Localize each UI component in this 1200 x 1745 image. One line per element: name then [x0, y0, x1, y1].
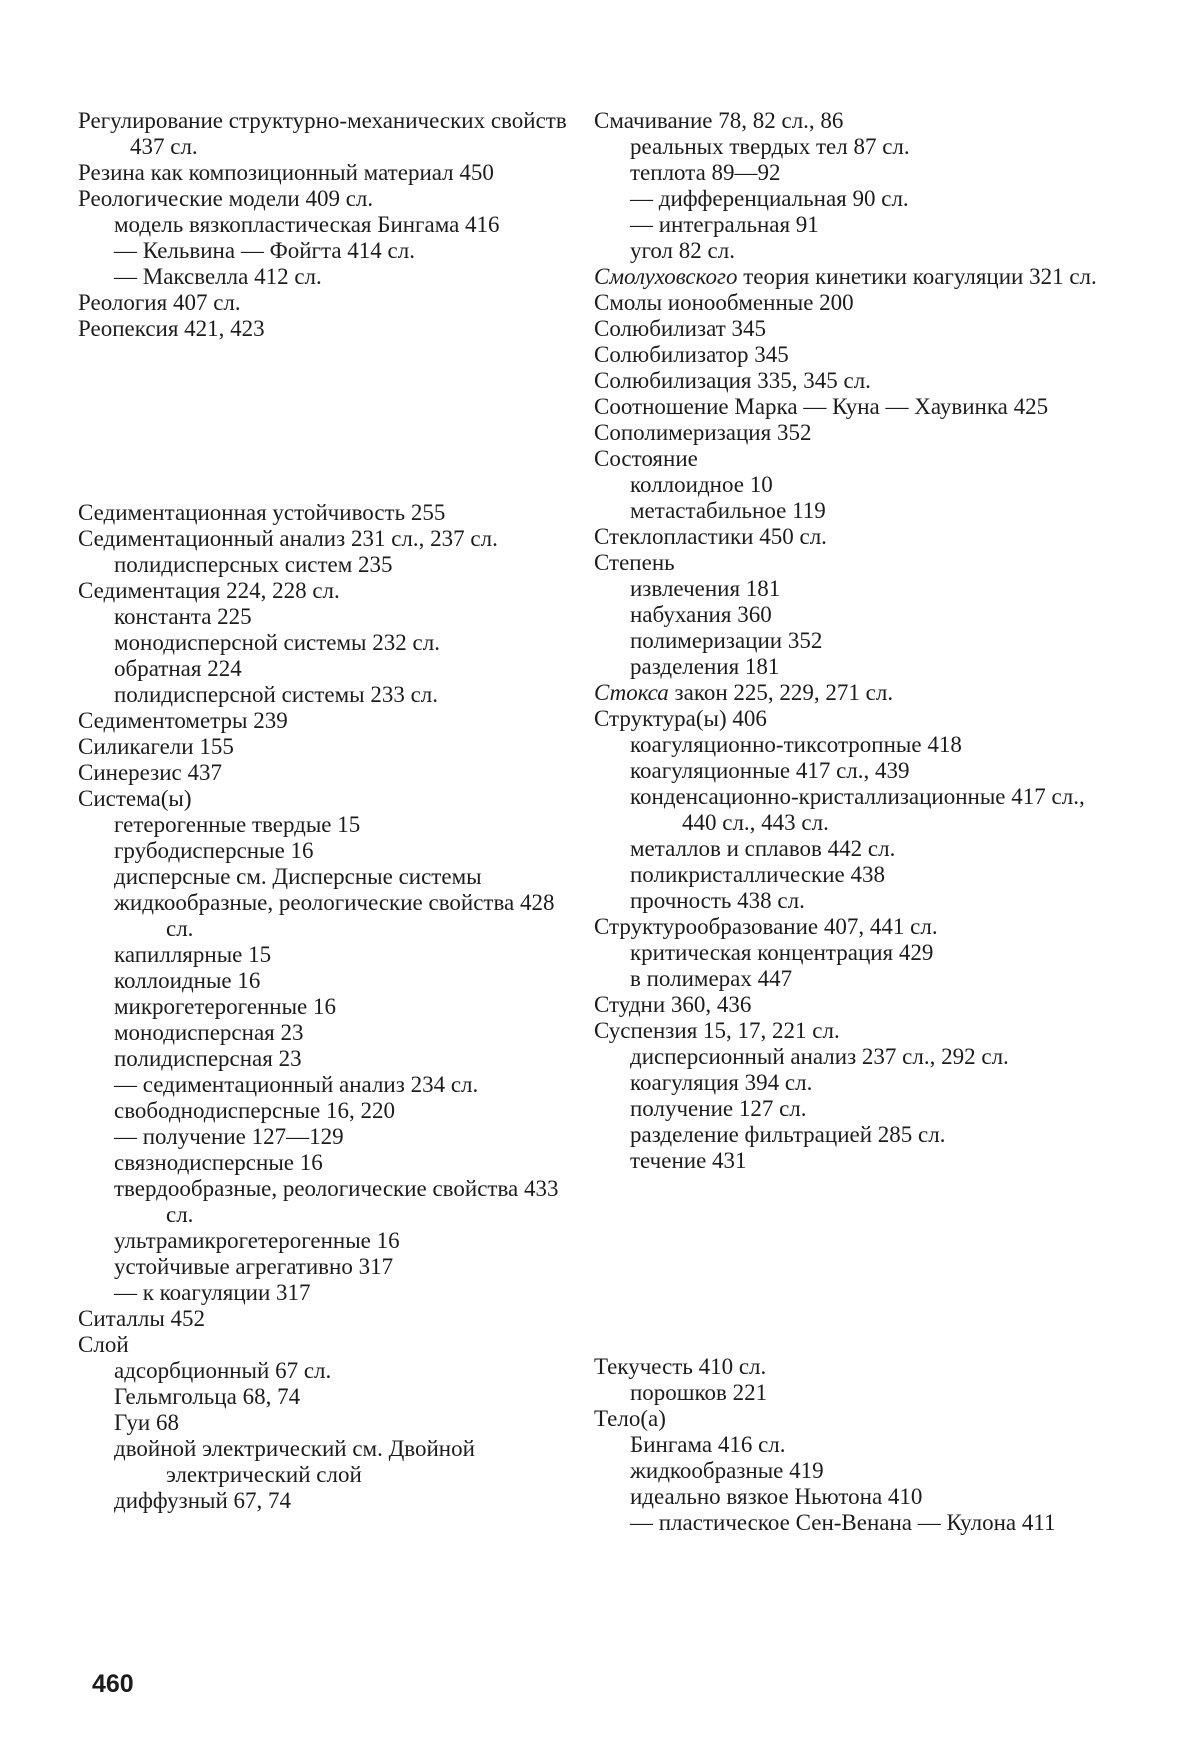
entry-text: метастабильное 119 [630, 498, 826, 523]
index-entry [594, 394, 1124, 420]
index-entry [594, 446, 1124, 472]
entry-text: Реопексия 421, 423 [78, 316, 265, 341]
index-subentry [594, 576, 1124, 602]
entry-text: полидисперсных систем 235 [114, 552, 393, 577]
entry-text: Седиментация 224, 228 сл. [78, 578, 340, 603]
entry-text: диффузный 67, 74 [114, 1488, 292, 1513]
entry-text: Седиментометры 239 [78, 708, 288, 733]
index-subentry [594, 940, 1124, 966]
index-subentry [594, 1510, 1124, 1536]
index-subentry [78, 1358, 578, 1384]
index-column-left [78, 108, 578, 1514]
index-entry [594, 368, 1124, 394]
index-entry [78, 708, 578, 734]
entry-text: Ситаллы 452 [78, 1306, 206, 1331]
index-subentry [78, 1488, 578, 1514]
entry-text: дисперсные см. Дисперсные системы [114, 864, 482, 889]
index-subentry [594, 1070, 1124, 1096]
index-entry [78, 500, 578, 526]
entry-text: обратная 224 [114, 656, 242, 681]
index-subentry [594, 134, 1124, 160]
index-subentry [594, 628, 1124, 654]
entry-text: Смачивание 78, 82 сл., 86 [594, 108, 844, 133]
entry-text: коагуляция 394 сл. [630, 1070, 813, 1095]
entry-text: связнодисперсные 16 [114, 1150, 323, 1175]
index-subentry [594, 186, 1124, 212]
section-gap [78, 342, 578, 500]
page-number: 460 [92, 1670, 134, 1698]
entry-text: коагуляционно-тиксотропные 418 [630, 732, 962, 757]
index-entry [594, 1406, 1124, 1432]
entry-text: Силикагели 155 [78, 734, 234, 759]
entry-text: прочность 438 сл. [630, 888, 805, 913]
entry-text: Реологические модели 409 сл. [78, 186, 374, 211]
index-subentry [594, 602, 1124, 628]
index-column-right [594, 108, 1124, 1536]
index-entry [78, 186, 578, 212]
index-entry [78, 1332, 578, 1358]
index-subentry [78, 1410, 578, 1436]
entry-text: двойной электрический см. Двойной электрический слой [114, 1436, 475, 1487]
entry-text: Структура(ы) 406 [594, 706, 767, 731]
entry-text: — к коагуляции 317 [114, 1280, 311, 1305]
entry-text: — седиментационный анализ 234 сл. [114, 1072, 479, 1097]
index-entry [594, 420, 1124, 446]
entry-text: Тело(а) [594, 1406, 666, 1431]
entry-text: Текучесть 410 сл. [594, 1354, 767, 1379]
index-entry [594, 680, 1124, 706]
index-subentry [594, 1096, 1124, 1122]
entry-text: жидкообразные 419 [630, 1458, 824, 1483]
index-entry [594, 992, 1124, 1018]
index-subentry [78, 864, 578, 890]
index-subentry [594, 966, 1124, 992]
entry-text: монодисперсной системы 232 сл. [114, 630, 440, 655]
entry-text: — получение 127—129 [114, 1124, 344, 1149]
index-entry [78, 786, 578, 812]
index-subentry [594, 498, 1124, 524]
index-entry [594, 1354, 1124, 1380]
index-entry [78, 316, 578, 342]
index-entry [594, 550, 1124, 576]
index-subentry [78, 1254, 578, 1280]
index-subentry [594, 160, 1124, 186]
section-gap [594, 1174, 1124, 1354]
index-subentry [594, 836, 1124, 862]
index-subentry [78, 1280, 578, 1306]
index-entry [78, 578, 578, 604]
entry-text: разделения 181 [630, 654, 780, 679]
index-entry [594, 1018, 1124, 1044]
entry-text: константа 225 [114, 604, 252, 629]
index-subentry [594, 472, 1124, 498]
entry-text: Солюбилизат 345 [594, 316, 766, 341]
entry-text: Степень [594, 550, 675, 575]
index-subentry [78, 994, 578, 1020]
entry-text: Реология 407 сл. [78, 290, 241, 315]
entry-text: коллоидные 16 [114, 968, 261, 993]
index-subentry [594, 758, 1124, 784]
entry-text: — дифференциальная 90 сл. [630, 186, 909, 211]
index-subentry [78, 552, 578, 578]
entry-text: капиллярные 15 [114, 942, 272, 967]
entry-text: — Кельвина — Фойгта 414 сл. [114, 238, 415, 263]
entry-text: Состояние [594, 446, 698, 471]
index-subentry [78, 1384, 578, 1410]
index-subentry [594, 654, 1124, 680]
entry-text: извлечения 181 [630, 576, 781, 601]
index-entry [594, 290, 1124, 316]
entry-text: теплота 89—92 [630, 160, 781, 185]
index-subentry [594, 732, 1124, 758]
index-subentry [78, 682, 578, 708]
index-entry [594, 342, 1124, 368]
entry-text: Стеклопластики 450 сл. [594, 524, 827, 549]
index-subentry [78, 238, 578, 264]
index-subentry [594, 1432, 1124, 1458]
index-entry [594, 108, 1124, 134]
entry-text: Гуи 68 [114, 1410, 179, 1435]
index-subentry [594, 862, 1124, 888]
entry-text: — Максвелла 412 сл. [114, 264, 322, 289]
index-entry [594, 316, 1124, 342]
entry-text: разделение фильтрацией 285 сл. [630, 1122, 946, 1147]
index-subentry [78, 1176, 578, 1228]
index-subentry [78, 1436, 578, 1488]
entry-text: Бингама 416 сл. [630, 1432, 786, 1457]
entry-text: коллоидное 10 [630, 472, 773, 497]
index-entry [78, 108, 578, 160]
entry-text: в полимерах 447 [630, 966, 793, 991]
entry-text: коагуляционные 417 сл., 439 [630, 758, 910, 783]
entry-text: Солюбилизатор 345 [594, 342, 789, 367]
index-entry [78, 1306, 578, 1332]
entry-text: микрогетерогенные 16 [114, 994, 337, 1019]
index-subentry [594, 784, 1124, 836]
index-subentry [78, 1072, 578, 1098]
entry-text: модель вязкопластическая Бингама 416 [114, 212, 500, 237]
entry-text: гетерогенные твердые 15 [114, 812, 361, 837]
index-entry [78, 526, 578, 552]
entry-text: монодисперсная 23 [114, 1020, 304, 1045]
entry-text: жидкообразные, реологические свойства 428 сл. [114, 890, 555, 941]
entry-text: поликристаллические 438 [630, 862, 885, 887]
index-subentry [78, 942, 578, 968]
entry-text: полимеризации 352 [630, 628, 823, 653]
index-entry [594, 914, 1124, 940]
entry-text: свободнодисперсные 16, 220 [114, 1098, 395, 1123]
index-subentry [78, 656, 578, 682]
index-entry [78, 290, 578, 316]
index-subentry [78, 630, 578, 656]
entry-text: Седиментационный анализ 231 сл., 237 сл. [78, 526, 498, 551]
entry-text: грубодисперсные 16 [114, 838, 314, 863]
index-subentry [594, 238, 1124, 264]
entry-text: — интегральная 91 [630, 212, 819, 237]
entry-text: Суспензия 15, 17, 221 сл. [594, 1018, 840, 1043]
entry-text: устойчивые агрегативно 317 [114, 1254, 394, 1279]
index-subentry [78, 890, 578, 942]
index-subentry [594, 1044, 1124, 1070]
entry-text: Соотношение Марка — Куна — Хаувинка 425 [594, 394, 1049, 419]
entry-text: набухания 360 [630, 602, 772, 627]
index-subentry [78, 212, 578, 238]
index-subentry [78, 604, 578, 630]
index-subentry [594, 212, 1124, 238]
entry-text: Студни 360, 436 [594, 992, 752, 1017]
entry-text: Синерезис 437 [78, 760, 223, 785]
entry-text: дисперсионный анализ 237 сл., 292 сл. [630, 1044, 1009, 1069]
entry-text: Слой [78, 1332, 129, 1357]
entry-text: теория кинетики коагуляции 321 сл. [743, 264, 1097, 289]
index-entry [78, 160, 578, 186]
entry-text: полидисперсная 23 [114, 1046, 302, 1071]
entry-text: закон 225, 229, 271 сл. [674, 680, 894, 705]
index-subentry [594, 1122, 1124, 1148]
index-subentry [78, 1150, 578, 1176]
entry-text: Резина как композиционный материал 450 [78, 160, 494, 185]
entry-text: Смолы ионообменные 200 [594, 290, 854, 315]
entry-text: Структурообразование 407, 441 сл. [594, 914, 938, 939]
entry-italic-name: Смолуховского [594, 264, 738, 289]
index-subentry [594, 888, 1124, 914]
entry-text: угол 82 сл. [630, 238, 735, 263]
index-entry [78, 734, 578, 760]
index-subentry [78, 968, 578, 994]
entry-text: Система(ы) [78, 786, 192, 811]
index-subentry [78, 1020, 578, 1046]
index-subentry [594, 1148, 1124, 1174]
index-subentry [594, 1380, 1124, 1406]
index-entry [594, 706, 1124, 732]
entry-text: критическая концентрация 429 [630, 940, 934, 965]
index-subentry [78, 812, 578, 838]
index-subentry [594, 1458, 1124, 1484]
entry-text: — пластическое Сен-Венана — Кулона 411 [630, 1510, 1056, 1535]
entry-text: Сополимеризация 352 [594, 420, 812, 445]
index-subentry [78, 264, 578, 290]
entry-text: конденсационно-кристаллизационные 417 сл., 440 сл., 443 сл. [630, 784, 1085, 835]
index-subentry [594, 1484, 1124, 1510]
entry-text: идеально вязкое Ньютона 410 [630, 1484, 923, 1509]
index-entry [594, 524, 1124, 550]
entry-text: реальных твердых тел 87 сл. [630, 134, 910, 159]
entry-text: получение 127 сл. [630, 1096, 807, 1121]
entry-text: Седиментационная устойчивость 255 [78, 500, 446, 525]
entry-text: Регулирование структурно-механических свойств 437 сл. [78, 108, 567, 159]
index-subentry [78, 1228, 578, 1254]
index-entry [78, 760, 578, 786]
index-entry [594, 264, 1124, 290]
index-subentry [78, 1098, 578, 1124]
entry-text: адсорбционный 67 сл. [114, 1358, 332, 1383]
entry-italic-name: Стокса [594, 680, 669, 705]
entry-text: твердообразные, реологические свойства 433 сл. [114, 1176, 559, 1227]
index-subentry [78, 1124, 578, 1150]
index-subentry [78, 838, 578, 864]
entry-text: полидисперсной системы 233 сл. [114, 682, 439, 707]
index-subentry [78, 1046, 578, 1072]
entry-text: течение 431 [630, 1148, 747, 1173]
entry-text: Гельмгольца 68, 74 [114, 1384, 301, 1409]
entry-text: ультрамикрогетерогенные 16 [114, 1228, 400, 1253]
entry-text: Солюбилизация 335, 345 сл. [594, 368, 871, 393]
entry-text: порошков 221 [630, 1380, 768, 1405]
entry-text: металлов и сплавов 442 сл. [630, 836, 896, 861]
